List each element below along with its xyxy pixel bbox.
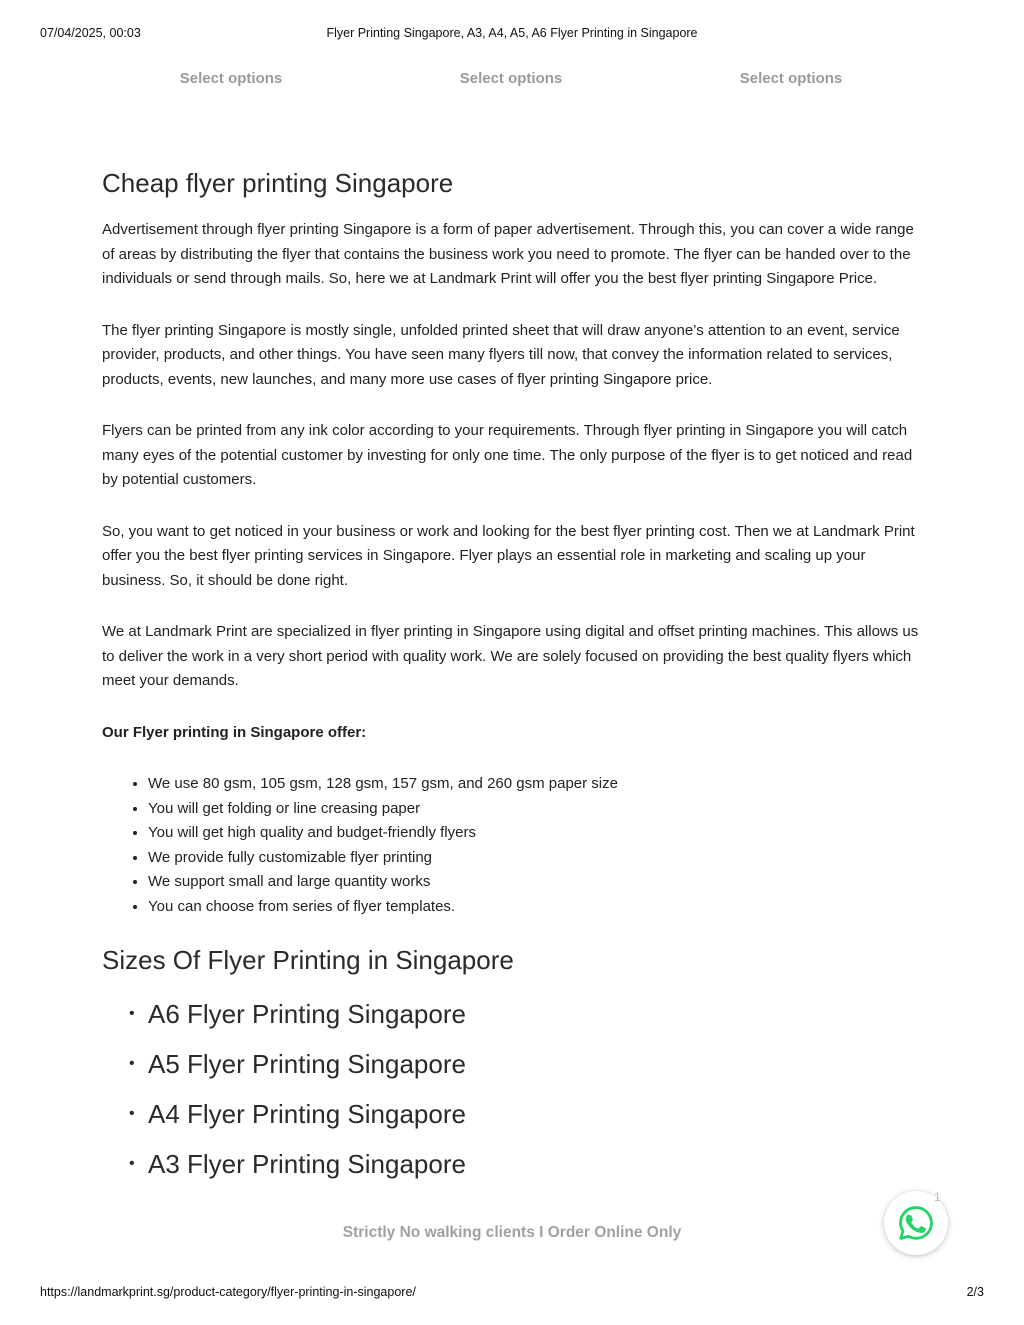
print-footer xyxy=(40,1285,984,1301)
paragraph-5: We at Landmark Print are specialized in flyer printing in Singapore using digital and offset printing machines. This allows us to deliver the work in a very short period with quality work. We are solely focused on providing the best quality flyers which meet your demands. xyxy=(102,623,919,689)
whatsapp-icon xyxy=(897,1204,935,1242)
list-item: • You will get folding or line creasing paper xyxy=(148,797,924,822)
select-options-link-1[interactable]: Select options xyxy=(179,70,283,87)
select-options-row xyxy=(0,70,1024,92)
sizes-list xyxy=(102,989,924,1189)
notification-count-badge: 1 xyxy=(934,1190,941,1204)
size-item-a6 xyxy=(148,989,924,1039)
size-link-a6[interactable]: A6 Flyer Printing Singapore xyxy=(148,999,466,1029)
list-item: • We provide fully customizable flyer printing xyxy=(148,846,924,871)
list-item: • You will get high quality and budget-friendly flyers xyxy=(148,821,924,846)
page-number: 2/3 xyxy=(966,1285,984,1299)
sizes-title: Sizes Of Flyer Printing in Singapore xyxy=(102,945,514,975)
print-url: https://landmarkprint.sg/product-category/flyer-printing-in-singapore/ xyxy=(40,1285,416,1299)
size-link-a4[interactable]: A4 Flyer Printing Singapore xyxy=(148,1099,466,1129)
list-item: • We use 80 gsm, 105 gsm, 128 gsm, 157 gsm, and 260 gsm paper size xyxy=(148,772,924,797)
list-item: • You can choose from series of flyer templates. xyxy=(148,895,924,920)
size-item-a4 xyxy=(148,1089,924,1139)
print-header xyxy=(40,26,984,42)
print-page-title: Flyer Printing Singapore, A3, A4, A5, A6 Flyer Printing in Singapore xyxy=(326,26,698,40)
size-item-a5 xyxy=(148,1039,924,1089)
paragraph-3: Flyers can be printed from any ink color according to your requirements. Through flyer printing in Singapore you will catch many eyes of the potential customer by investing for only one time. The only purpose of the flyer is to get noticed and read by potential customers. xyxy=(102,422,913,488)
size-link-a3[interactable]: A3 Flyer Printing Singapore xyxy=(148,1149,466,1179)
order-online-notice: Strictly No walking clients I Order Online Only xyxy=(342,1224,682,1241)
size-link-a5[interactable]: A5 Flyer Printing Singapore xyxy=(148,1049,466,1079)
select-options-link-3[interactable]: Select options xyxy=(739,70,843,87)
paragraph-1: Advertisement through flyer printing Singapore is a form of paper advertisement. Through this, you can cover a wide range of areas by distributing the flyer that contains the business work you need to promote. The flyer can be handed over to the individuals or send through mails. So, here we at Landmark Print will offer you the best flyer printing Singapore Price. xyxy=(102,221,914,287)
offer-list xyxy=(102,772,924,919)
size-item-a3 xyxy=(148,1139,924,1189)
offer-heading: Our Flyer printing in Singapore offer: xyxy=(102,723,367,741)
main-content xyxy=(102,166,924,1189)
select-options-link-2[interactable]: Select options xyxy=(459,70,563,87)
paragraph-4: So, you want to get noticed in your business or work and looking for the best flyer printing cost. Then we at Landmark Print offer you the best flyer printing services in Singapore. Flyer plays an essential role in marketing and scaling up your business. So, it should be done right. xyxy=(102,522,915,589)
print-date: 07/04/2025, 00:03 xyxy=(40,26,141,40)
paragraph-2: The flyer printing Singapore is mostly single, unfolded printed sheet that will draw anyone’s attention to an event, service provider, products, and other things. You have seen many flyers till now, that convey the information related to services, products, events, new launches, and many more use cases of flyer printing Singapore price. xyxy=(102,321,900,388)
section-title: Cheap flyer printing Singapore xyxy=(102,168,454,198)
list-item: • We support small and large quantity works xyxy=(148,870,924,895)
